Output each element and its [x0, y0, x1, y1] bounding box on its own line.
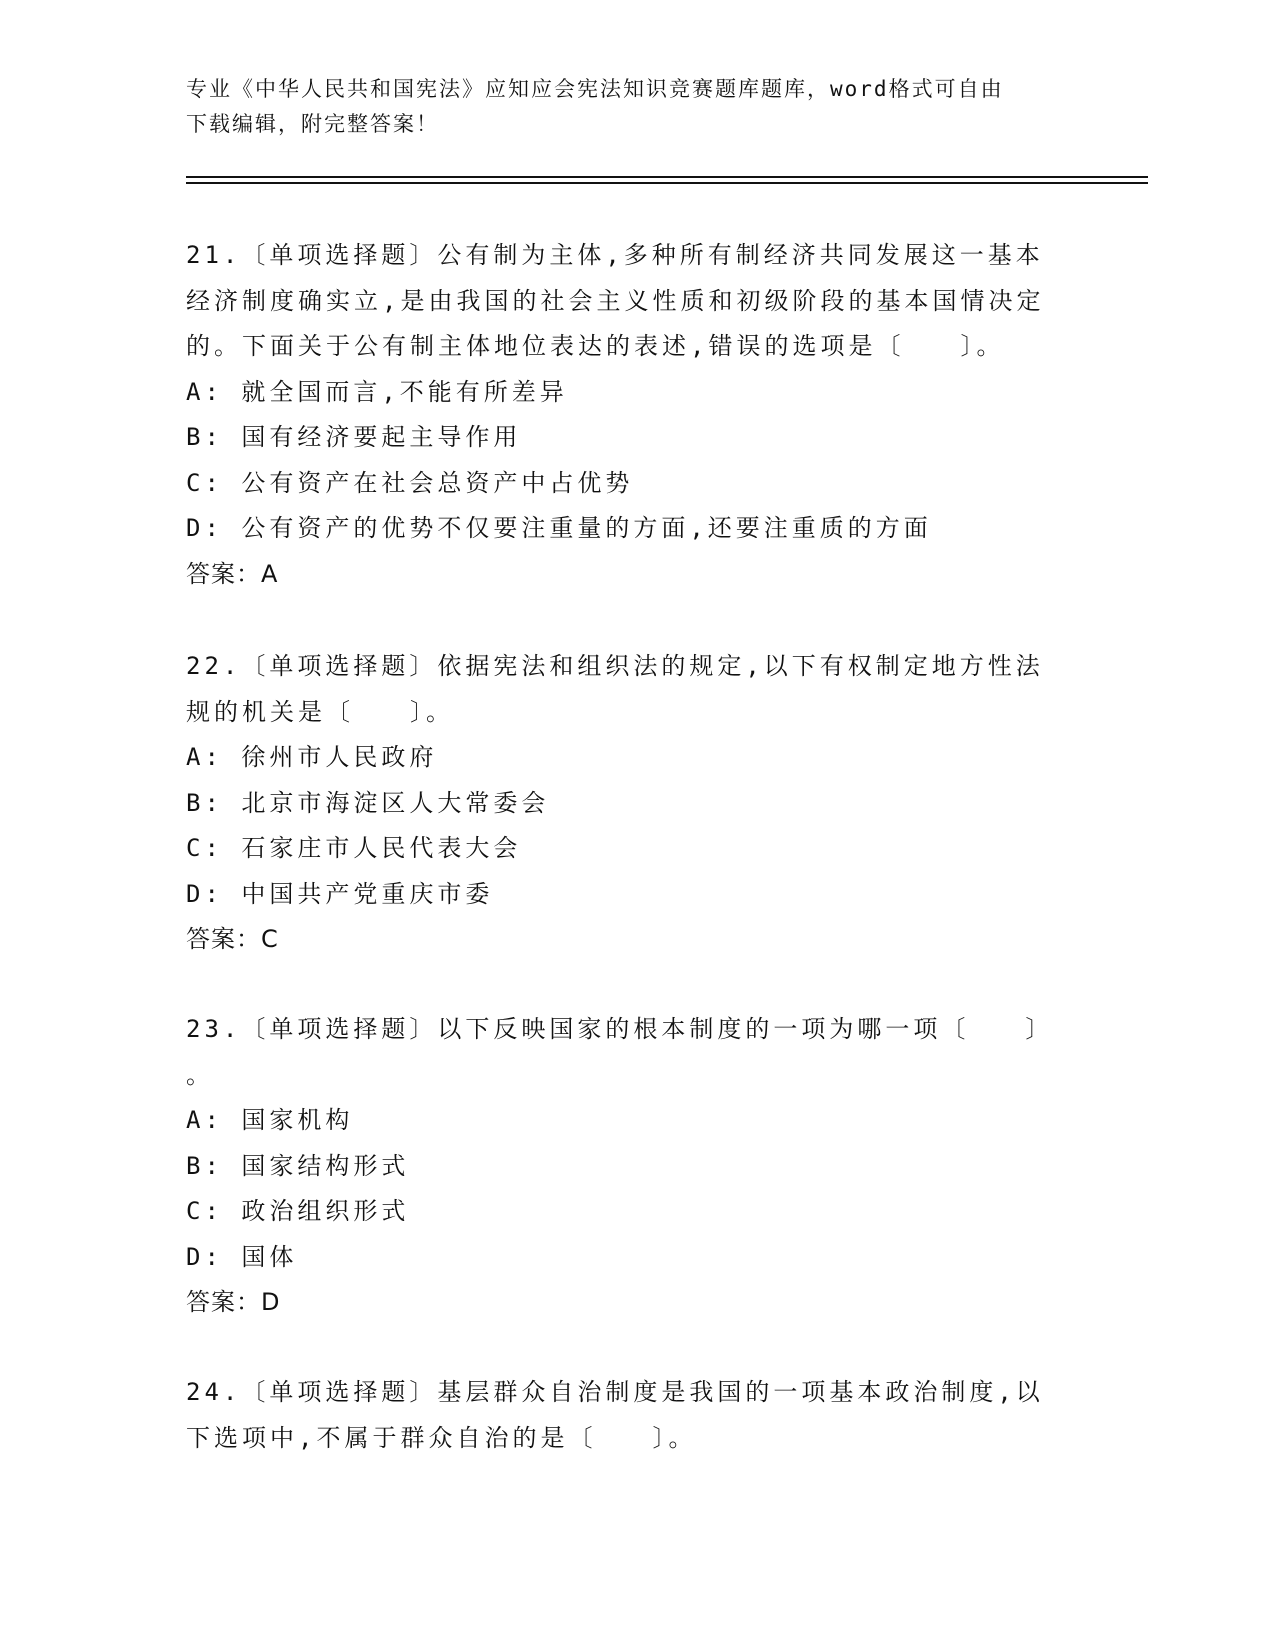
option-c: C: 公有资产在社会总资产中占优势	[186, 468, 634, 497]
header-divider-bottom	[186, 182, 1148, 184]
header-line-2: 下载编辑，附完整答案！	[186, 112, 439, 136]
option-b: B: 国家结构形式	[186, 1151, 410, 1180]
option-a: A: 徐州市人民政府	[186, 743, 438, 771]
option-d: D: 国体	[186, 1242, 298, 1271]
option-c: C: 政治组织形式	[186, 1197, 410, 1225]
question-stem-line: 24.〔单项选择题〕基层群众自治制度是我国的一项基本政治制度,以	[186, 1378, 1044, 1406]
question-21	[186, 233, 1086, 597]
option-a: A: 就全国而言,不能有所差异	[186, 377, 568, 406]
option-c: C: 石家庄市人民代表大会	[186, 834, 522, 862]
question-23	[186, 1007, 1086, 1326]
question-stem-line: 21.〔单项选择题〕公有制为主体,多种所有制经济共同发展这一基本	[186, 241, 1044, 269]
question-24	[186, 1370, 1086, 1461]
header-divider-top	[186, 176, 1148, 178]
option-d: D: 中国共产党重庆市委	[186, 879, 494, 908]
question-stem-line: 规的机关是〔 〕。	[186, 697, 454, 726]
option-a: A: 国家机构	[186, 1106, 354, 1134]
option-b: B: 国有经济要起主导作用	[186, 423, 522, 451]
answer: 答案：D	[186, 1288, 281, 1316]
answer: 答案：A	[186, 559, 279, 588]
question-stem-line: 下选项中,不属于群众自治的是〔 〕。	[186, 1423, 697, 1452]
answer: 答案：C	[186, 925, 279, 953]
question-22	[186, 644, 1086, 963]
option-d: D: 公有资产的优势不仅要注重量的方面,还要注重质的方面	[186, 514, 932, 542]
question-stem-line: 23.〔单项选择题〕以下反映国家的根本制度的一项为哪一项〔 〕	[186, 1015, 1054, 1043]
question-stem-line: 22.〔单项选择题〕依据宪法和组织法的规定,以下有权制定地方性法	[186, 652, 1044, 680]
header-line-1: 专业《中华人民共和国宪法》应知应会宪法知识竞赛题库题库，word格式可自由	[186, 77, 1004, 101]
document-header	[186, 72, 1066, 142]
question-stem-line: 。	[186, 1060, 214, 1089]
question-stem-line: 经济制度确实立,是由我国的社会主义性质和初级阶段的基本国情决定	[186, 286, 1045, 315]
question-stem-line: 的。下面关于公有制主体地位表达的表述,错误的选项是〔 〕。	[186, 332, 1005, 360]
option-b: B: 北京市海淀区人大常委会	[186, 788, 550, 817]
